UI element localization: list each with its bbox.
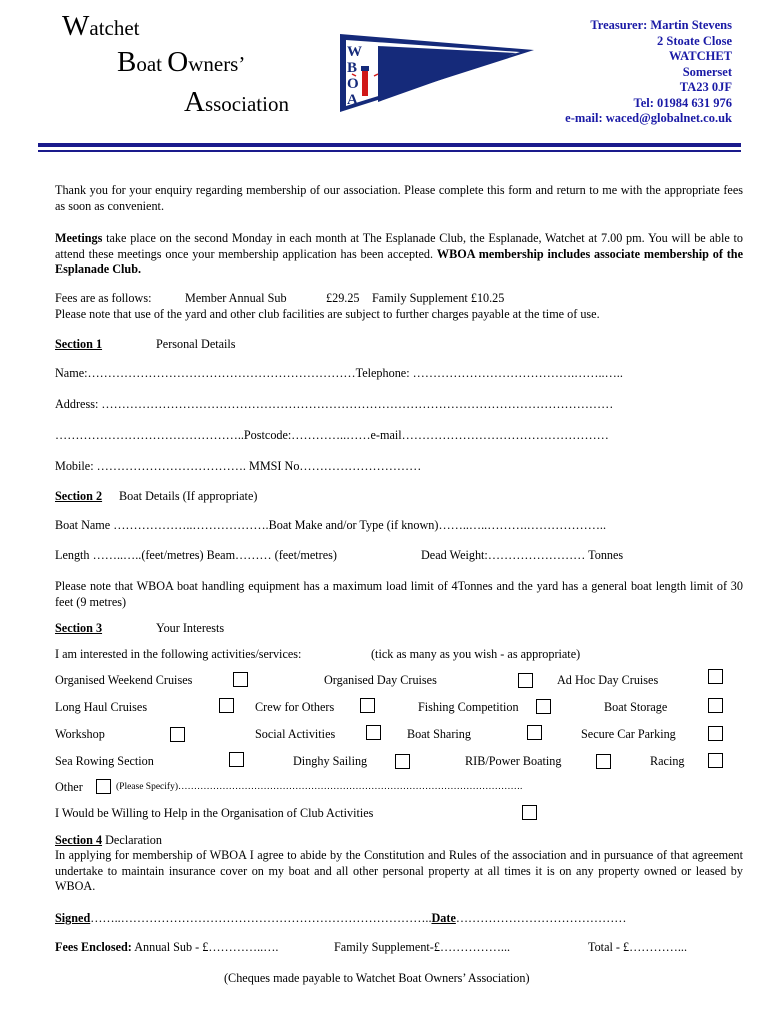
section4-heading-line [55,833,162,848]
postcode-email-field[interactable]: ………………………………………..Postcode:…………..……e-mail…………………………………………… [55,428,609,442]
length-beam-field[interactable]: Length ……..…..(feet/metres) Beam……… (feet/metres) [55,548,337,562]
activity-label: Crew for Others [255,700,335,714]
signed-dots: ……..………………………………………………………………….. [90,911,432,925]
activity-label: Boat Storage [604,700,668,714]
org-name-line2: Boat Owners’ [117,46,246,78]
checkbox-crew-for-others[interactable] [360,698,375,713]
treasurer-name: Treasurer: Martin Stevens [590,18,732,32]
other-specify-field[interactable]: (Please Specify)………………………………………………………………………………………………. [116,782,523,792]
fees-label: Fees are as follows: [55,291,152,305]
checkbox-sea-rowing-section[interactable] [229,752,244,767]
address-county: Somerset [682,64,732,79]
treasurer-address [565,18,732,127]
section2-heading: Section 2 [55,489,103,503]
section1-title: Personal Details [156,337,236,351]
total-field[interactable]: Total - £…………... [588,940,688,954]
activity-label: Secure Car Parking [581,727,676,741]
annual-sub-field[interactable]: Annual Sub - £…………..…. [131,940,279,954]
signed-label: Signed [55,911,91,925]
activity-label: Dinghy Sailing [293,754,368,768]
boat-limit-note: Please note that WBOA boat handling equipment has a maximum load limit of 4Tonnes and the yard has a general boat length limit of 30 feet (9 metres) [55,579,743,609]
header-rule-thin [38,150,741,152]
mobile-mmsi-field[interactable]: Mobile: ………………………………. MMSI No………………………… [55,459,422,473]
section4-title: Declaration [102,833,162,847]
fees-member: Member Annual Sub [185,291,287,305]
interests-intro: I am interested in the following activities/services: [55,647,302,661]
name-telephone-field[interactable]: Name:…………………………………………………………Telephone: ………………………………….……..….. [55,366,623,380]
fees-note: Please note that use of the yard and other club facilities are subject to further charges payable at the time of use. [55,307,600,321]
meetings-paragraph: Meetings take place on the second Monday in each month at The Esplanade Club, the Esplanade, Watchet at 7.00 pm. You will be able to attend these meetings once your membership application has been accepted. WBOA membership includes associate membership of the Esplanade Club. [55,231,743,276]
declaration-text: In applying for membership of WBOA I agree to abide by the Constitution and Rules of the association and in pursuance of that agreement undertake to maintain insurance cover on my boat and all other personal property at all times it is on any property owned or leased by WBOA. [55,848,743,893]
checkbox-boat-storage[interactable] [708,698,723,713]
activity-label: Boat Sharing [407,727,471,741]
org-name-line3: Association [184,86,289,118]
logo-letter-w: W [347,44,362,60]
willing-to-help-label: I Would be Willing to Help in the Organisation of Club Activities [55,806,374,820]
fees-enclosed-line[interactable] [55,940,278,955]
cheques-note: (Cheques made payable to Watchet Boat Owners’ Association) [224,971,530,985]
activity-label: Racing [650,754,685,768]
checkbox-boat-sharing[interactable] [527,725,542,740]
interests-tick-note: (tick as many as you wish - as appropriate) [371,647,581,661]
other-label: Other [55,780,83,794]
checkbox-workshop[interactable] [170,727,185,742]
activity-label: Long Haul Cruises [55,700,148,714]
address-street: 2 Stoate Close [657,33,732,48]
section3-title: Your Interests [156,621,225,635]
section1-heading: Section 1 [55,337,103,351]
fees-member-amount: £29.25 [326,291,360,305]
org-name-line1: Watchet [62,10,140,42]
date-label: Date [431,911,456,925]
activity-label: Fishing Competition [418,700,519,714]
checkbox-rib-power-boating[interactable] [596,754,611,769]
fees-family: Family Supplement £10.25 [372,291,505,305]
family-supplement-field[interactable]: Family Supplement-£……………... [334,940,511,954]
signature-line[interactable] [55,911,626,926]
address-town: WATCHET [669,49,732,63]
address-field[interactable]: Address: ……………………………………………………………………………………………………………… [55,397,614,411]
activity-label: Ad Hoc Day Cruises [557,673,659,687]
activity-label: Social Activities [255,727,336,741]
checkbox-secure-car-parking[interactable] [708,726,723,741]
treasurer-phone: Tel: 01984 631 976 [633,95,732,110]
section2-title: Boat Details (If appropriate) [119,489,258,503]
fees-enclosed-label: Fees Enclosed: [55,940,132,954]
activity-label: Organised Day Cruises [324,673,437,687]
checkbox-dinghy-sailing[interactable] [395,754,410,769]
checkbox-racing[interactable] [708,753,723,768]
section3-heading: Section 3 [55,621,103,635]
activity-label: RIB/Power Boating [465,754,562,768]
header-rule-thick [38,143,741,147]
logo-letter-a: A [347,92,358,108]
address-postcode: TA23 0JF [679,80,732,94]
logo-letter-b: B [347,60,358,76]
checkbox-fishing-competition[interactable] [536,699,551,714]
logo-letter-o: O [347,76,359,92]
checkbox-organised-day-cruises[interactable] [518,673,533,688]
date-dots: …………………………………… [455,911,627,925]
boat-name-type-field[interactable]: Boat Name ………………..……………….Boat Make and/or Type (if known)……..…..……….……………….. [55,518,607,532]
intro-paragraph: Thank you for your enquiry regarding membership of our association. Please complete this form and return to me with the appropriate fees as soon as convenient. [55,183,743,213]
checkbox-social-activities[interactable] [366,725,381,740]
dead-weight-field[interactable]: Dead Weight:…………………… Tonnes [421,548,624,562]
checkbox-willing-to-help[interactable] [522,805,537,820]
section4-heading: Section 4 [55,833,103,847]
checkbox-organised-weekend-cruises[interactable] [233,672,248,687]
checkbox-long-haul-cruises[interactable] [219,698,234,713]
checkbox-ad-hoc-day-cruises[interactable] [708,669,723,684]
activity-label: Sea Rowing Section [55,754,154,768]
activity-label: Organised Weekend Cruises [55,673,193,687]
wboa-pennant-logo [338,32,538,114]
treasurer-email[interactable]: e-mail: waced@globalnet.co.uk [565,111,732,125]
activity-label: Workshop [55,727,105,741]
checkbox-other[interactable] [96,779,111,794]
